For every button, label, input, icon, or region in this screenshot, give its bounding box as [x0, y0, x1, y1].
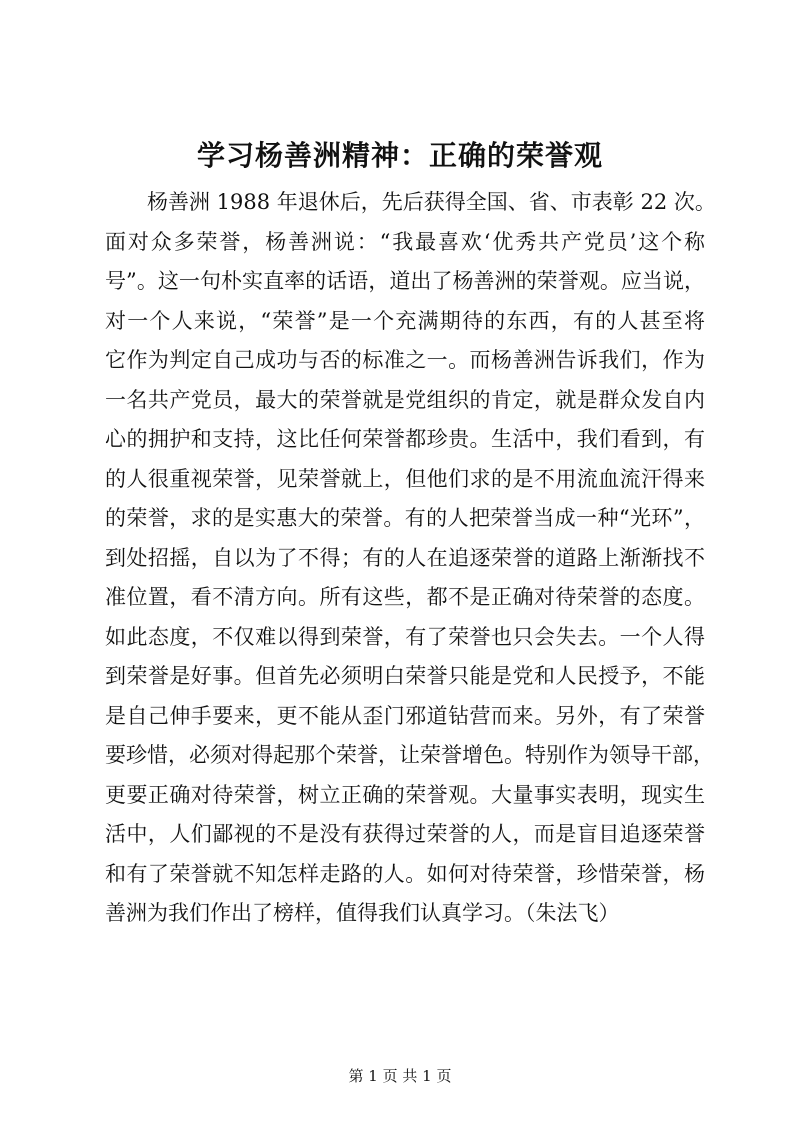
body-line: 到荣誉是好事。但首先必须明白荣誉只能是党和人民授予，不能 [105, 664, 705, 688]
body-line: 活中，人们鄙视的不是没有获得过荣誉的人，而是盲目追逐荣誉 [105, 822, 705, 846]
body-line: 面对众多荣誉，杨善洲说：“我最喜欢‘优秀共产党员’这个称 [105, 229, 705, 254]
body-line: 到处招摇，自以为了不得；有的人在追逐荣誉的道路上渐渐找不 [105, 545, 705, 570]
body-line: 要珍惜，必须对得起那个荣誉，让荣誉增色。特别作为领导干部， [105, 743, 714, 767]
body-line: 准位置，看不清方向。所有这些，都不是正确对待荣誉的态度。 [105, 585, 705, 609]
body-line: 更要正确对待荣誉，树立正确的荣誉观。大量事实表明，现实生 [105, 782, 705, 807]
body-line: 的人很重视荣誉，见荣誉就上，但他们求的是不用流血流汗得来 [105, 466, 705, 491]
body-line: 一名共产党员，最大的荣誉就是党组织的肯定，就是群众发自内 [105, 387, 705, 412]
page-footer: 第 1 页 共 1 页 [348, 1067, 452, 1085]
body-line: 心的拥护和支持，这比任何荣誉都珍贵。生活中，我们看到，有 [105, 427, 705, 451]
article-body [105, 183, 716, 934]
body-line: 和有了荣誉就不知怎样走路的人。如何对待荣誉，珍惜荣誉，杨 [105, 861, 705, 886]
body-line: 的荣誉，求的是实惠大的荣誉。有的人把荣誉当成一种“光环”， [105, 506, 705, 530]
body-line: 善洲为我们作出了榜样，值得我们认真学习。（朱法飞） [105, 901, 620, 925]
body-line: 对一个人来说，“荣誉”是一个充满期待的东西，有的人甚至将 [105, 308, 705, 333]
body-line: 杨善洲 1988 年退休后，先后获得全国、省、市表彰 22 次。 [147, 190, 716, 214]
body-line: 它作为判定自己成功与否的标准之一。而杨善洲告诉我们，作为 [105, 348, 705, 372]
body-line: 号”。这一句朴实直率的话语，道出了杨善洲的荣誉观。应当说， [105, 269, 705, 293]
body-line: 是自己伸手要来，更不能从歪门邪道钻营而来。另外，有了荣誉 [105, 703, 705, 728]
body-line: 如此态度，不仅难以得到荣誉，有了荣誉也只会失去。一个人得 [105, 624, 705, 649]
document-title: 学习杨善洲精神：正确的荣誉观 [196, 139, 603, 172]
